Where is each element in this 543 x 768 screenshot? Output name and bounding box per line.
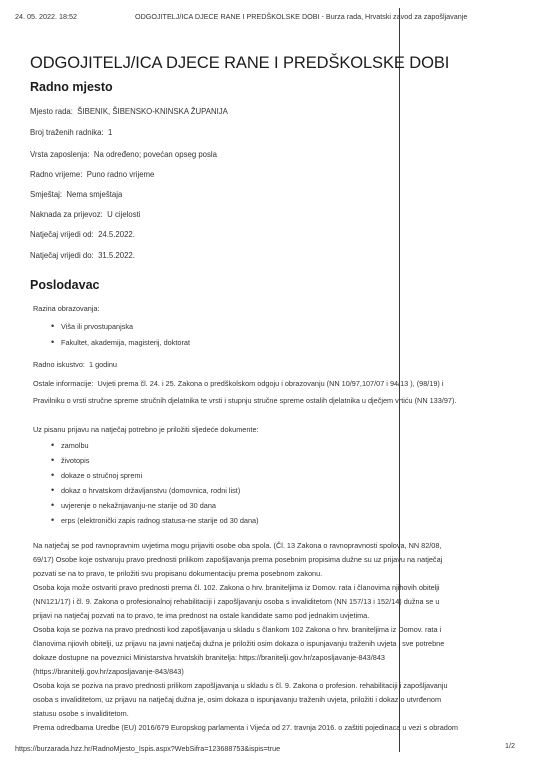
paragraph-line: Prema odredbama Uredbe (EU) 2016/679 Europskog parlamenta i Vijeća od 27. travnja 2016. o zaštiti pojedinaca u vezi s obradom bbox=[33, 723, 458, 732]
field-label: Naknada za prijevoz: bbox=[30, 210, 103, 219]
list-item: • erps (elektronički zapis radnog statusa-ne starije od 30 dana) bbox=[61, 516, 259, 525]
paragraph-line: Osoba koja se poziva na pravo prednosti kod zapošljavanja u skladu s člankom 102 Zakona o hrv. braniteljima iz Domov. rata i bbox=[33, 625, 442, 634]
field-row bbox=[30, 128, 112, 137]
field-label: Mjesto rada: bbox=[30, 107, 73, 116]
field-value: 1 bbox=[108, 128, 113, 137]
field-row bbox=[30, 170, 154, 179]
paragraph-line: 69/17) Osobe koje ostvaruju pravo prednosti prilikom zapošljavanja prema posebnim propisima dužne su uz prijavu na natječaj bbox=[33, 555, 443, 564]
field-value: Puno radno vrijeme bbox=[86, 170, 155, 179]
page-number: 1/2 bbox=[505, 741, 515, 750]
field-value: 24.5.2022. bbox=[98, 230, 135, 239]
paragraph-line: statusu osobe s invaliditetom. bbox=[33, 709, 129, 718]
list-item: • dokaz o hrvatskom državljanstvu (domovnica, rodni list) bbox=[61, 486, 240, 495]
dokumenti-intro: Uz pisanu prijavu na natječaj potrebno je priložiti sljedeće dokumente: bbox=[33, 425, 259, 434]
list-item: • zamolbu bbox=[61, 441, 89, 450]
print-datetime: 24. 05. 2022. 18:52 bbox=[15, 12, 77, 21]
razina-obrazovanja-label: Razina obrazovanja: bbox=[33, 304, 100, 313]
field-value: U cijelosti bbox=[107, 210, 141, 219]
list-item: • dokaze o stručnoj spremi bbox=[61, 471, 142, 480]
field-label: Vrsta zaposlenja: bbox=[30, 150, 90, 159]
section-heading-poslodavac: Poslodavac bbox=[30, 278, 100, 292]
radno-iskustvo-label: Radno iskustvo: bbox=[33, 360, 85, 369]
field-label: Radno vrijeme: bbox=[30, 170, 83, 179]
paragraph-line: Osoba koja može ostvariti pravo prednosti prema čl. 102. Zakona o hrv. braniteljima iz Domov. rata i članovima njihovih obitelji bbox=[33, 583, 440, 592]
field-label: Natječaj vrijedi do: bbox=[30, 251, 94, 260]
ostale-informacije-label: Ostale informacije: bbox=[33, 379, 94, 388]
field-value: Na određeno; povećan opseg posla bbox=[93, 150, 217, 159]
list-item: • uvjerenje o nekažnjavanju-ne starije od 30 dana bbox=[61, 501, 216, 510]
field-value: 31.5.2022. bbox=[98, 251, 135, 260]
paragraph-line: dokaze dostupne na poveznici Ministarstva hrvatskih branitelja: https://branitelji.gov.hr/zaposljavanje-843/843 bbox=[33, 653, 385, 662]
field-label: Smještaj: bbox=[30, 190, 63, 199]
field-label: Natječaj vrijedi od: bbox=[30, 230, 94, 239]
field-value: ŠIBENIK, ŠIBENSKO-KNINSKA ŽUPANIJA bbox=[77, 107, 228, 116]
field-row bbox=[30, 230, 135, 239]
radno-iskustvo-value: 1 godinu bbox=[88, 360, 117, 369]
paragraph-line: Na natječaj se pod ravnopravnim uvjetima mogu prijaviti osobe oba spola. (Čl. 13 Zakona o ravnopravnosti spolova, NN 82/08, bbox=[33, 541, 442, 550]
print-footer-url: https://burzarada.hzz.hr/RadnoMjesto_Ispis.aspx?WebSifra=123688753&ispis=true bbox=[15, 744, 281, 753]
paragraph-line: osoba s invaliditetom, uz prijavu na natječaj dužna je, osim dokaza o ispunjavanju traženih uvjeta, priložiti i dokaz o utvrđenom bbox=[33, 695, 442, 704]
paragraph-line: pozvati se na to pravo, te priložiti svu propisanu dokumentaciju prema posebnom zakonu. bbox=[33, 569, 323, 578]
paragraph-line: prijavi na natječaj pozvati na to pravo, te ima prednost na ostale kandidate samo pod jednakim uvjetima. bbox=[33, 611, 370, 620]
paragraph-line: članovima njiovih obitelji, uz prijavu na javni natječaj dužna je priložiti osim dokaza o ispunjavanju traženih uvjeta i sve potrebne bbox=[33, 639, 445, 648]
page-title: ODGOJITELJ/ICA DJECE RANE I PREDŠKOLSKE DOBI bbox=[30, 54, 450, 72]
ostale-informacije-text-line2: Pravilniku o vrsti stručne spreme stručnih djelatnika te vrsti i stupnju stručne spreme ostalih djelatnika u dječjem vrtiću (NN 133/97). bbox=[33, 396, 457, 405]
ostale-informacije-text: Uvjeti prema čl. 24. i 25. Zakona o predškolskom odgoju i obrazovanju (NN 10/97,107/07 i 94/13 ), (98/19) i bbox=[97, 379, 444, 388]
list-item: • Viša ili prvostupanjska bbox=[61, 322, 133, 331]
field-row bbox=[30, 251, 135, 260]
field-row bbox=[30, 150, 217, 159]
field-row bbox=[30, 210, 141, 219]
field-row bbox=[30, 190, 122, 199]
ostale-informacije-row bbox=[33, 379, 443, 388]
paragraph-line: Osoba koja se poziva na pravo prednosti prilikom zapošljavanja u skladu s čl. 9. Zakona o profesion. rehabilitaciji i zapošljavanju bbox=[33, 681, 448, 690]
field-row bbox=[30, 107, 228, 116]
section-heading-radno-mjesto: Radno mjesto bbox=[30, 80, 113, 94]
field-label: Broj traženih radnika: bbox=[30, 128, 104, 137]
list-item: • Fakultet, akademija, magisterij, doktorat bbox=[61, 338, 190, 347]
paragraph-line: (NN121/17) i čl. 9. Zakona o profesionalnoj rehabilitaciji i zapošljavanju osoba s invaliditetom (NN 157/13 i 152/14) dužna se u bbox=[33, 597, 440, 606]
field-value: Nema smještaja bbox=[66, 190, 123, 199]
print-header-title: ODGOJITELJ/ICA DJECE RANE I PREDŠKOLSKE DOBI - Burza rada, Hrvatski zavod za zapošljavanje bbox=[135, 12, 468, 21]
list-item: • životopis bbox=[61, 456, 89, 465]
radno-iskustvo-row bbox=[33, 360, 117, 369]
paragraph-line: (https://branitelji.gov.hr/zaposljavanje-843/843) bbox=[33, 667, 184, 676]
